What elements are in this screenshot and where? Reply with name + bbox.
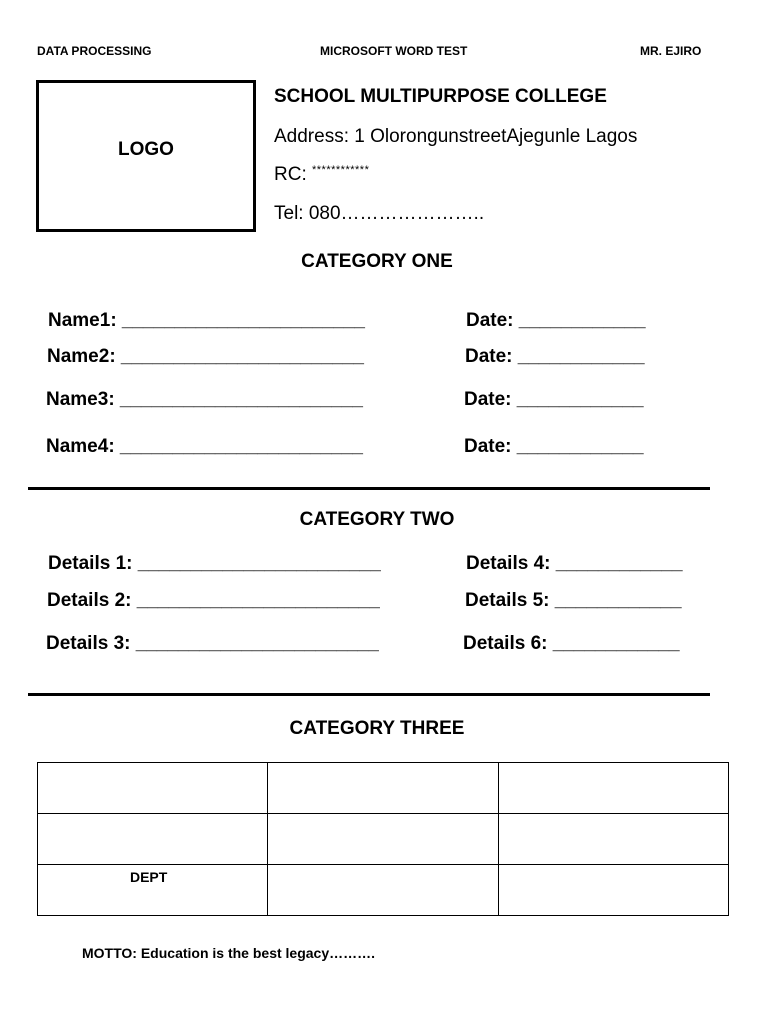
details-field-3: Details 3: _______________________ [46,633,379,654]
divider-1 [28,487,710,490]
details-field-2: Details 2: _______________________ [47,590,380,611]
table-row [38,814,729,865]
table-row [38,865,729,916]
category-two-title: CATEGORY TWO [299,509,455,530]
date-field-1: Date: ____________ [466,310,646,331]
date-field-2: Date: ____________ [465,346,645,367]
table-cell [38,814,268,865]
name-field-4: Name4: _______________________ [46,436,363,457]
table-cell [268,814,498,865]
details-field-6: Details 6: ____________ [463,633,680,654]
table-cell [268,865,498,916]
school-rc [274,164,369,186]
date-field-4: Date: ____________ [464,436,644,457]
name-field-1: Name1: _______________________ [48,310,365,331]
table-cell [498,763,728,814]
header-right: MR. EJIRO [640,44,702,58]
motto: MOTTO: Education is the best legacy………. [82,945,376,961]
category-three-table [37,762,729,916]
details-field-4: Details 4: ____________ [466,553,683,574]
header-left: DATA PROCESSING [37,44,152,58]
logo-placeholder [36,80,256,232]
table-row [38,763,729,814]
details-field-1: Details 1: _______________________ [48,553,381,574]
category-three-title: CATEGORY THREE [289,718,465,739]
dept-cell [38,865,268,916]
divider-2 [28,693,710,696]
school-tel: Tel: 080………………….. [274,203,485,224]
table-cell [498,865,728,916]
name-field-2: Name2: _______________________ [47,346,364,367]
header-center: MICROSOFT WORD TEST [320,44,468,58]
name-field-3: Name3: _______________________ [46,389,363,410]
category-one-title: CATEGORY ONE [301,251,453,272]
logo-label: LOGO [118,139,174,160]
table-cell [268,763,498,814]
details-field-5: Details 5: ____________ [465,590,682,611]
date-field-3: Date: ____________ [464,389,644,410]
dept-label: DEPT [129,869,168,885]
school-name: SCHOOL MULTIPURPOSE COLLEGE [274,86,607,107]
table-cell [498,814,728,865]
table-cell [38,763,268,814]
rc-value: ************ [312,164,370,176]
rc-label: RC: [274,164,312,185]
school-address: Address: 1 OlorongunstreetAjegunle Lagos [274,126,638,147]
